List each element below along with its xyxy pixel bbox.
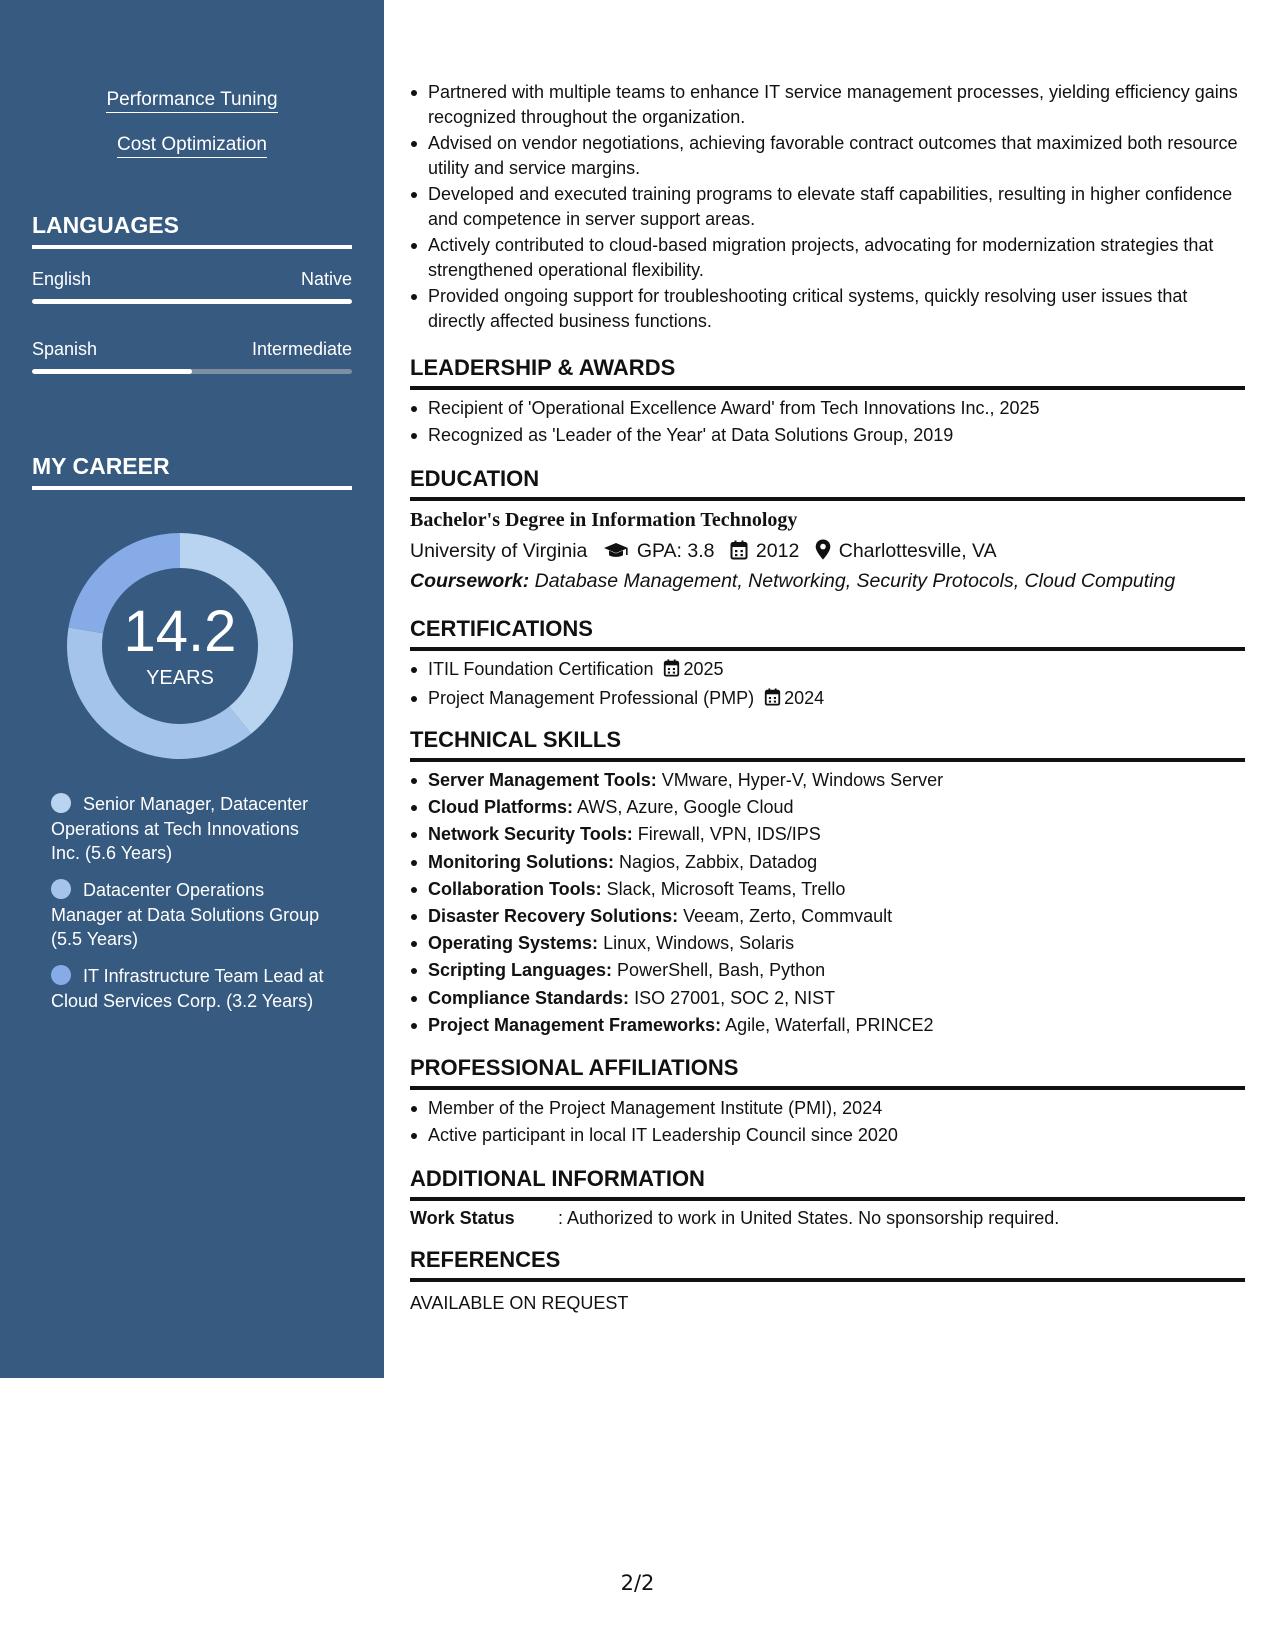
skill-values: Agile, Waterfall, PRINCE2 — [725, 1014, 934, 1035]
list-item: Provided ongoing support for troubleshooting critical systems, quickly resolving user issues that directly affected business functions. — [410, 284, 1245, 333]
skill-category: Monitoring Solutions: — [428, 851, 614, 872]
skill-category: Cloud Platforms: — [428, 797, 574, 818]
career-total-years: 14.2 — [123, 599, 237, 664]
legend-dot — [51, 879, 71, 899]
education-details — [410, 538, 1245, 564]
languages-heading: LANGUAGES — [32, 211, 352, 249]
certifications-list — [410, 657, 1245, 712]
language-bar-fill — [32, 369, 192, 374]
list-item — [410, 768, 1245, 793]
skill-values: AWS, Azure, Google Cloud — [577, 797, 794, 818]
skill-category: Network Security Tools: — [428, 824, 633, 845]
work-status-label: Work Status — [410, 1208, 515, 1228]
list-item: Recipient of 'Operational Excellence Award' from Tech Innovations Inc., 2025 — [410, 396, 1245, 421]
list-item — [410, 850, 1245, 875]
coursework-list: Database Management, Networking, Security Protocols, Cloud Computing — [534, 570, 1176, 592]
skill-values: Slack, Microsoft Teams, Trello — [606, 878, 846, 899]
list-item — [410, 1013, 1245, 1038]
leadership-heading: LEADERSHIP & AWARDS — [410, 354, 1245, 390]
page-number: 2/2 — [620, 1571, 655, 1595]
gpa: GPA: 3.8 — [636, 540, 715, 562]
list-item — [410, 958, 1245, 983]
additional-info-heading: ADDITIONAL INFORMATION — [410, 1165, 1245, 1201]
skill-label: Performance Tuning — [106, 89, 277, 113]
skill-category: Disaster Recovery Solutions: — [428, 905, 679, 926]
language-level: Intermediate — [251, 339, 352, 359]
school-location: Charlottesville, VA — [838, 540, 997, 562]
career-legend-label: Datacenter Operations Manager at Data Solutions Group (5.5 Years) — [51, 880, 320, 949]
education-degree — [410, 507, 1245, 533]
affiliations-list — [410, 1096, 1245, 1148]
list-item — [410, 931, 1245, 956]
skill-category: Server Management Tools: — [428, 770, 657, 790]
location-pin-icon — [815, 539, 831, 560]
technical-skills-list — [410, 768, 1245, 1037]
technical-skills-heading: TECHNICAL SKILLS — [410, 726, 1245, 762]
education-heading: EDUCATION — [410, 465, 1245, 501]
leadership-list — [410, 396, 1245, 447]
language-level: Native — [300, 269, 352, 289]
language-bar-spanish — [32, 369, 352, 374]
skill-values: VMware, Hyper-V, Windows Server — [661, 770, 944, 790]
graduation-cap-icon — [603, 542, 629, 560]
legend-dot — [51, 793, 71, 813]
skill-values: Firewall, VPN, IDS/IPS — [637, 824, 821, 845]
skill-category: Collaboration Tools: — [428, 878, 602, 899]
list-item — [410, 904, 1245, 929]
skill-category: Project Management Frameworks: — [428, 1014, 722, 1035]
list-item: Active participant in local IT Leadership Council since 2020 — [410, 1123, 1245, 1148]
certification-name: Project Management Professional (PMP) — [428, 687, 755, 708]
list-item: Member of the Project Management Institute (PMI), 2024 — [410, 1096, 1245, 1121]
language-row-spanish — [32, 337, 352, 361]
coursework-label: Coursework: — [410, 570, 530, 592]
list-item: Advised on vendor negotiations, achieving favorable contract outcomes that maximized both resource utility and service margins. — [410, 131, 1245, 180]
skill-label: Cost Optimization — [117, 134, 267, 158]
language-bar-fill — [32, 299, 352, 304]
language-bar-english — [32, 299, 352, 304]
skill-category: Scripting Languages: — [428, 960, 613, 981]
work-status-value: : Authorized to work in United States. No sponsorship required. — [558, 1208, 1060, 1228]
list-item: Recognized as 'Leader of the Year' at Data Solutions Group, 2019 — [410, 423, 1245, 448]
certification-year: 2025 — [683, 659, 724, 679]
career-legend-item — [51, 792, 326, 866]
sidebar — [0, 0, 384, 1378]
career-legend-item — [51, 878, 326, 952]
skill-category: Operating Systems: — [428, 933, 599, 954]
certification-name: ITIL Foundation Certification — [428, 659, 654, 679]
career-legend-label: Senior Manager, Datacenter Operations at Tech Innovations Inc. (5.6 Years) — [51, 794, 309, 863]
skill-values: Veeam, Zerto, Commvault — [683, 905, 893, 926]
list-item: Actively contributed to cloud-based migration projects, advocating for modernization strategies that strengthened operational flexibility. — [410, 233, 1245, 282]
experience-bullets — [410, 80, 1245, 333]
career-total-unit: YEARS — [146, 667, 214, 689]
references-text: AVAILABLE ON REQUEST — [410, 1293, 629, 1313]
school-name: University of Virginia — [410, 540, 588, 562]
calendar-icon — [764, 688, 781, 713]
skill-category: Compliance Standards: — [428, 987, 630, 1008]
language-name: English — [32, 269, 92, 289]
language-name: Spanish — [32, 339, 98, 359]
degree-title: Bachelor's Degree in Information Technology — [410, 509, 798, 531]
certifications-heading: CERTIFICATIONS — [410, 615, 1245, 651]
language-row-english — [32, 267, 352, 291]
career-heading: MY CAREER — [32, 452, 352, 490]
education-coursework — [410, 568, 1245, 594]
legend-dot — [51, 965, 71, 985]
list-item: Partnered with multiple teams to enhance IT service management processes, yielding efficiency gains recognized throughout the organization. — [410, 80, 1245, 129]
skill-values: PowerShell, Bash, Python — [617, 960, 826, 981]
list-item — [410, 657, 1245, 684]
list-item: Developed and executed training programs to elevate staff capabilities, resulting in higher confidence and competence in server support areas. — [410, 182, 1245, 231]
references-heading: REFERENCES — [410, 1246, 1245, 1282]
calendar-icon — [730, 540, 748, 560]
list-item — [410, 686, 1245, 713]
career-legend-label: IT Infrastructure Team Lead at Cloud Services Corp. (3.2 Years) — [51, 966, 324, 1011]
career-legend-item — [51, 964, 326, 1013]
list-item — [410, 986, 1245, 1011]
list-item — [410, 877, 1245, 902]
list-item — [410, 795, 1245, 820]
skill-values: ISO 27001, SOC 2, NIST — [634, 987, 836, 1008]
graduation-year: 2012 — [755, 540, 800, 562]
skill-values: Linux, Windows, Solaris — [603, 933, 795, 954]
calendar-icon — [663, 659, 680, 684]
affiliations-heading: PROFESSIONAL AFFILIATIONS — [410, 1054, 1245, 1090]
list-item — [410, 822, 1245, 847]
skill-link-performance-tuning[interactable] — [0, 88, 384, 112]
skill-values: Nagios, Zabbix, Datadog — [618, 851, 818, 872]
skill-link-cost-optimization[interactable] — [0, 133, 384, 157]
certification-year: 2024 — [784, 687, 825, 708]
